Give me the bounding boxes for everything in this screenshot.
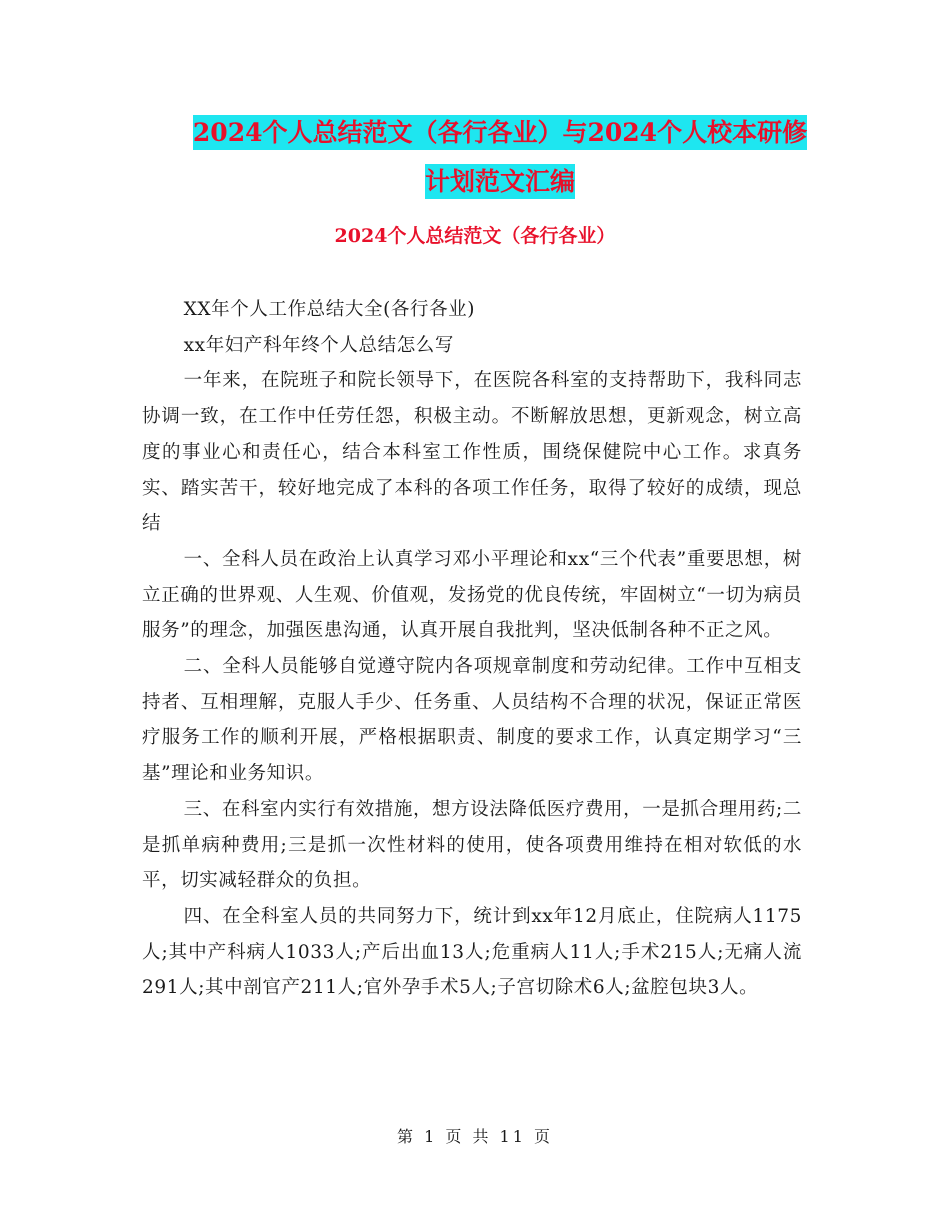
body-paragraph: xx年妇产科年终个人总结怎么写 <box>183 334 454 356</box>
body-paragraph: 三、在科室内实行有效措施，想方设法降低医疗费用，一是抓合理用药;二是抓单病种费用;三是抓一次性材料的使用，使各项费用维持在相对软低的水平，切实减轻群众的负担。 <box>142 798 802 892</box>
body-paragraph: 一年来，在院班子和院长领导下，在医院各科室的支持帮助下，我科同志协调一致，在工作中任劳任怨，积极主动。不断解放思想，更新观念，树立高度的事业心和责任心，结合本科室工作性质，围绕保健院中心工作。求真务实、踏实苦干，较好地完成了本科的各项工作任务，取得了较好的成绩，现总结 <box>142 370 802 535</box>
document-body <box>142 292 802 1006</box>
document-title-line-2: 计划范文汇编 <box>425 164 575 199</box>
page-footer: 第 1 页 共 11 页 <box>397 1127 553 1146</box>
body-paragraph: 一、全科人员在政治上认真学习邓小平理论和xx“三个代表”重要思想，树立正确的世界观、人生观、价值观，发扬党的优良传统，牢固树立“一切为病员服务”的理念，加强医患沟通，认真开展自我批判，坚决低制各种不正之风。 <box>142 548 802 642</box>
document-title-line-1: 2024个人总结范文（各行各业）与2024个人校本研修 <box>193 115 807 150</box>
body-paragraph: XX年个人工作总结大全(各行各业) <box>183 299 476 320</box>
body-paragraph: 四、在全科室人员的共同努力下，统计到xx年12月底止，住院病人1175人;其中产科病人1033人;产后出血13人;危重病人11人;手术215人;无痛人流291人;其中剖官产211人;官外孕手术5人;子宫切除术6人;盆腔包块3人。 <box>142 905 802 999</box>
document-title <box>140 108 860 206</box>
section-title: 2024个人总结范文（各行各业） <box>334 225 616 247</box>
body-paragraph: 二、全科人员能够自觉遵守院内各项规章制度和劳动纪律。工作中互相支持者、互相理解，克服人手少、任务重、人员结构不合理的状况，保证正常医疗服务工作的顺利开展，严格根据职责、制度的要求工作，认真定期学习“三基”理论和业务知识。 <box>142 656 802 785</box>
